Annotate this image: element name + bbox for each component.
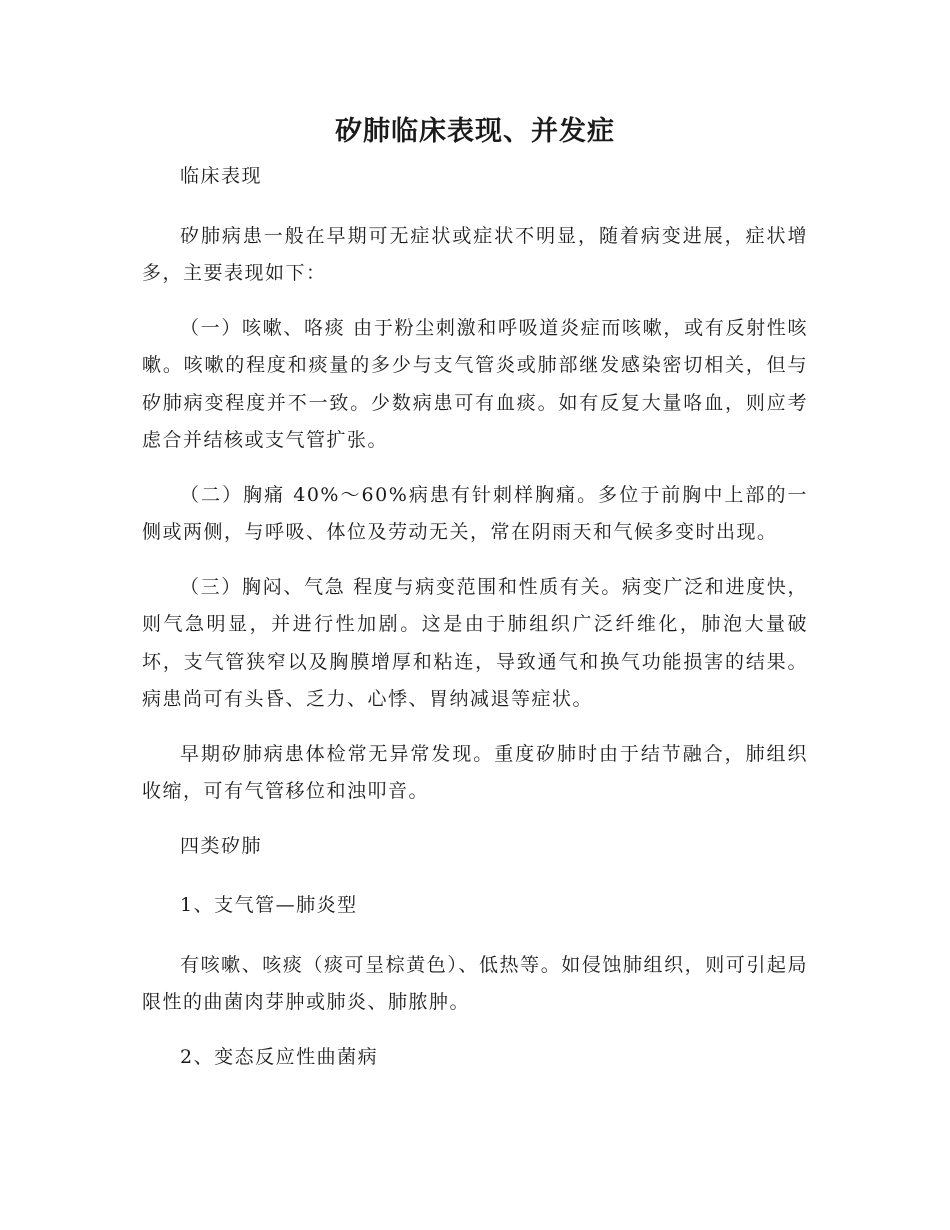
paragraph-type-1: 有咳嗽、咳痰（痰可呈棕黄色）、低热等。如侵蚀肺组织，则可引起局限性的曲菌肉芽肿或肺炎、肺脓肿。 (142, 953, 808, 1013)
document-title: 矽肺临床表现、并发症 (335, 116, 615, 147)
subheading-type-1: 1、支气管—肺炎型 (180, 894, 358, 916)
paragraph-chest-pain: （二）胸痛 40%～60%病患有针刺样胸痛。多位于前胸中上部的一侧或两侧，与呼吸、体位及劳动无关，常在阴雨天和气候多变时出现。 (142, 483, 808, 543)
document-body (142, 112, 808, 1098)
paragraph-dyspnea: （三）胸闷、气急 程度与病变范围和性质有关。病变广泛和进度快，则气急明显，并进行性加剧。这是由于肺组织广泛纤维化，肺泡大量破坏，支气管狭窄以及胸膜增厚和粘连，导致通气和换气功能损害的结果。病患尚可有头昏、乏力、心悸、胃纳减退等症状。 (142, 575, 808, 710)
section-heading-types: 四类矽肺 (180, 834, 263, 857)
section-heading-clinical: 临床表现 (180, 165, 263, 187)
paragraph-intro: 矽肺病患一般在早期可无症状或症状不明显，随着病变进展，症状增多，主要表现如下： (142, 224, 808, 284)
paragraph-cough: （一）咳嗽、咯痰 由于粉尘刺激和呼吸道炎症而咳嗽，或有反射性咳嗽。咳嗽的程度和痰量的多少与支气管炎或肺部继发感染密切相关，但与矽肺病变程度并不一致。少数病患可有血痰。如有反复大量咯血，则应考虑合并结核或支气管扩张。 (142, 316, 808, 451)
paragraph-exam: 早期矽肺病患体检常无异常发现。重度矽肺时由于结节融合，肺组织收缩，可有气管移位和浊叩音。 (142, 742, 808, 802)
subheading-type-2: 2、变态反应性曲菌病 (180, 1045, 379, 1068)
